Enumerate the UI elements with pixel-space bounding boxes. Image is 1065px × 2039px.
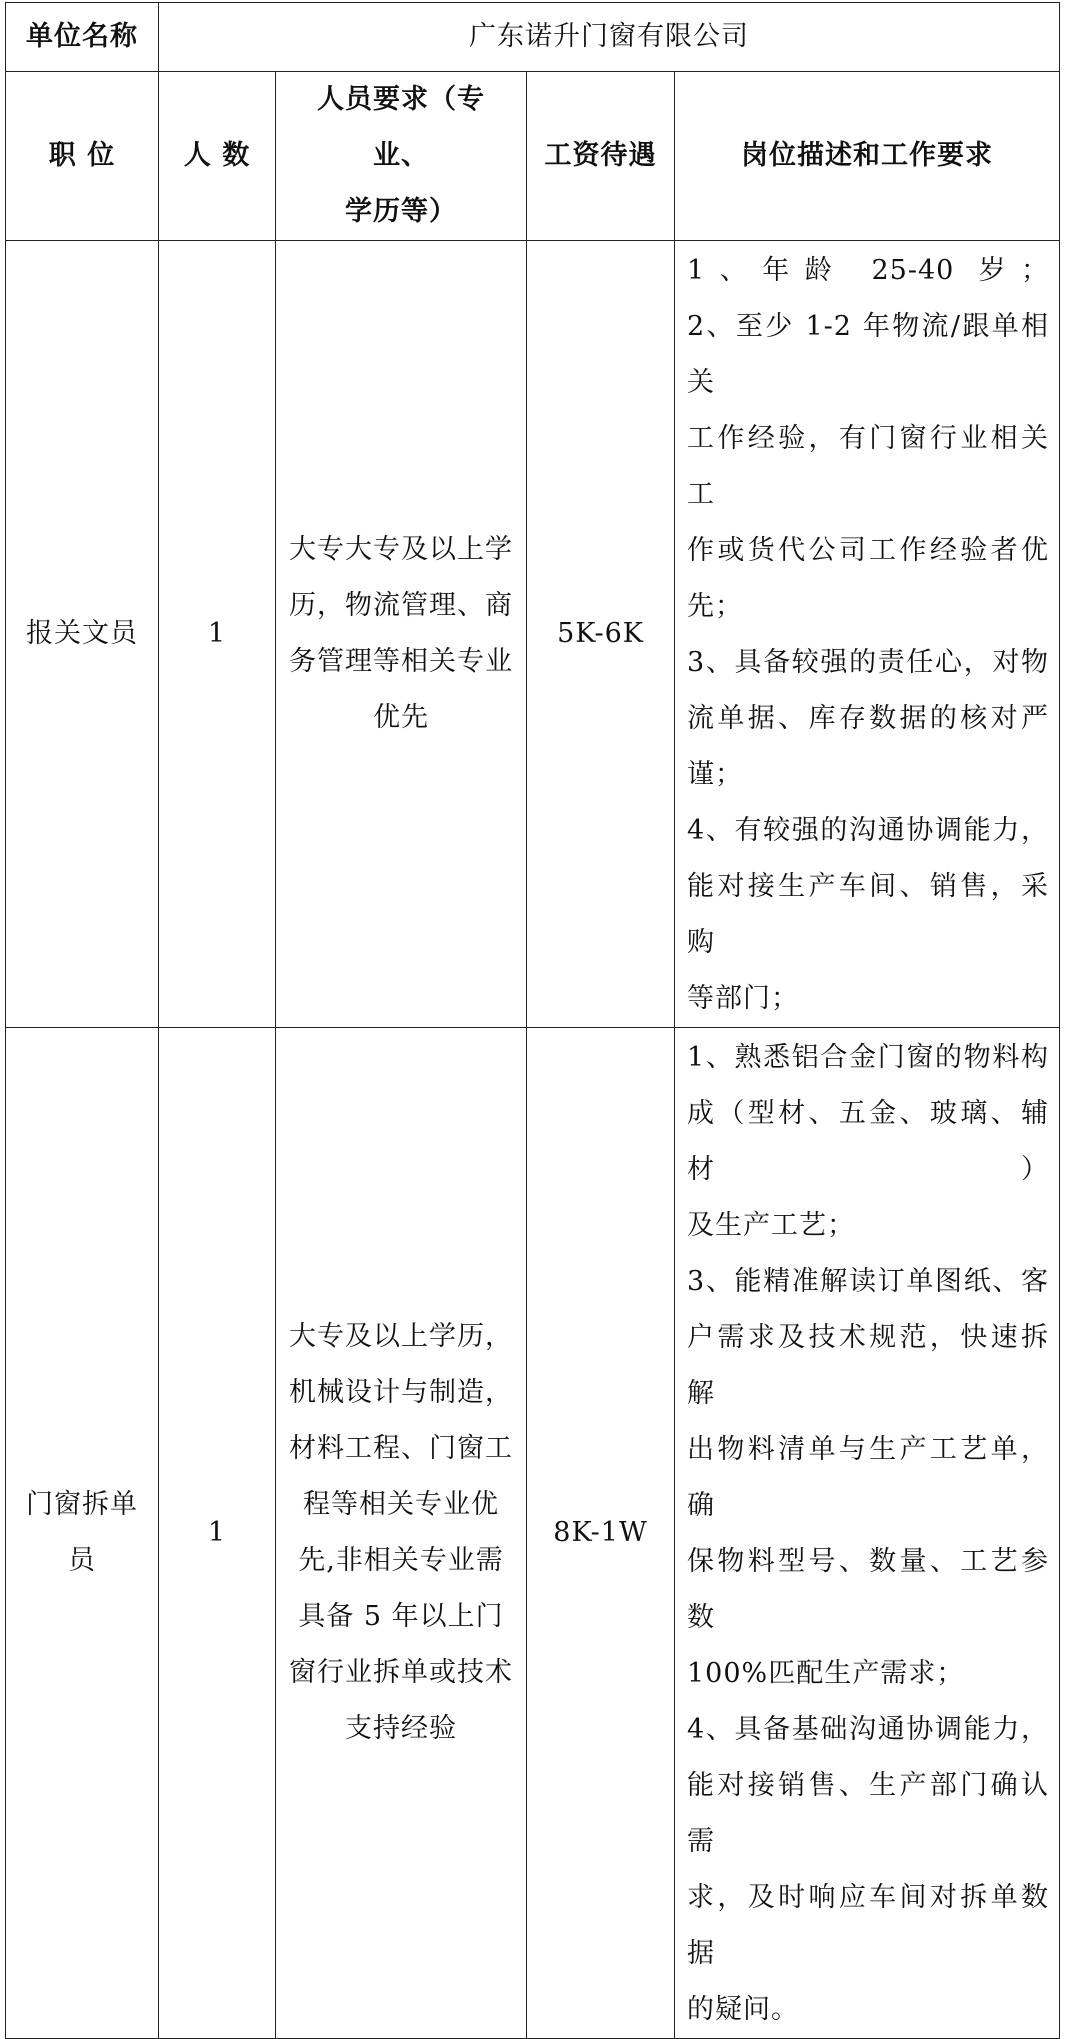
description-line: 4、具备基础沟通协调能力， [687, 1714, 1049, 1745]
job-requirements: 大专及以上学历，机械设计与制造，材料工程、门窗工程等相关专业优先,非相关专业需具备 5 年以上门窗行业拆单或技术支持经验 [276, 1028, 527, 2039]
job-position: 门窗拆单员 [6, 1028, 159, 2039]
job-count: 1 [159, 1028, 276, 2039]
description-line: 100%匹配生产需求； [687, 1658, 965, 1689]
description-line: 户需求及技术规范，快速拆解 [687, 1322, 1049, 1409]
description-line: 先； [687, 591, 743, 622]
job-description [675, 241, 1060, 1028]
description-line: 3、具备较强的责任心，对物 [687, 647, 1049, 678]
job-salary: 8K-1W [527, 1028, 675, 2039]
job-salary: 5K-6K [527, 241, 675, 1028]
description-line: 作或货代公司工作经验者优 [687, 535, 1049, 566]
description-line: 4、有较强的沟通协调能力， [687, 815, 1049, 846]
job-row-window-order-splitter [6, 1028, 1060, 2039]
job-posting-table [5, 2, 1060, 2039]
description-line: 3、能精准解读订单图纸、客 [687, 1266, 1049, 1297]
job-requirements: 大专大专及以上学历，物流管理、商务管理等相关专业优先 [276, 241, 527, 1028]
description-line: 1、熟悉铝合金门窗的物料构 [687, 1042, 1049, 1073]
job-position: 报关文员 [6, 241, 159, 1028]
description-line: 1、年龄 25-40 岁； [687, 255, 1049, 286]
job-description [675, 1028, 1060, 2039]
description-line: 能对接销售、生产部门确认需 [687, 1770, 1049, 1857]
description-line: 求，及时响应车间对拆单数据 [687, 1882, 1049, 1969]
description-line: 流单据、库存数据的核对严 [687, 703, 1049, 734]
company-row [6, 3, 1060, 72]
header-requirements-line2: 学历等） [345, 196, 457, 227]
description-line: 2、至少 1-2 年物流/跟单相关 [687, 311, 1049, 398]
description-line: 的疑问。 [687, 1994, 799, 2025]
description-line: 成（型材、五金、玻璃、辅材） [687, 1098, 1049, 1185]
job-row-customs-clerk [6, 241, 1060, 1028]
header-description: 岗位描述和工作要求 [675, 72, 1060, 241]
header-position: 职 位 [6, 72, 159, 241]
description-line: 谨； [687, 759, 743, 790]
description-line: 等部门； [687, 983, 799, 1014]
header-requirements-line1: 人员要求（专业、 [317, 84, 485, 171]
header-count: 人 数 [159, 72, 276, 241]
header-requirements [276, 72, 527, 241]
job-count: 1 [159, 241, 276, 1028]
header-row [6, 72, 1060, 241]
description-line: 工作经验，有门窗行业相关工 [687, 423, 1049, 510]
description-line: 能对接生产车间、销售，采购 [687, 871, 1049, 958]
description-line: 及生产工艺； [687, 1210, 855, 1241]
description-line: 出物料清单与生产工艺单，确 [687, 1434, 1049, 1521]
company-label: 单位名称 [6, 3, 159, 72]
header-salary: 工资待遇 [527, 72, 675, 241]
company-name: 广东诺升门窗有限公司 [159, 3, 1060, 72]
description-line: 保物料型号、数量、工艺参数 [687, 1546, 1049, 1633]
